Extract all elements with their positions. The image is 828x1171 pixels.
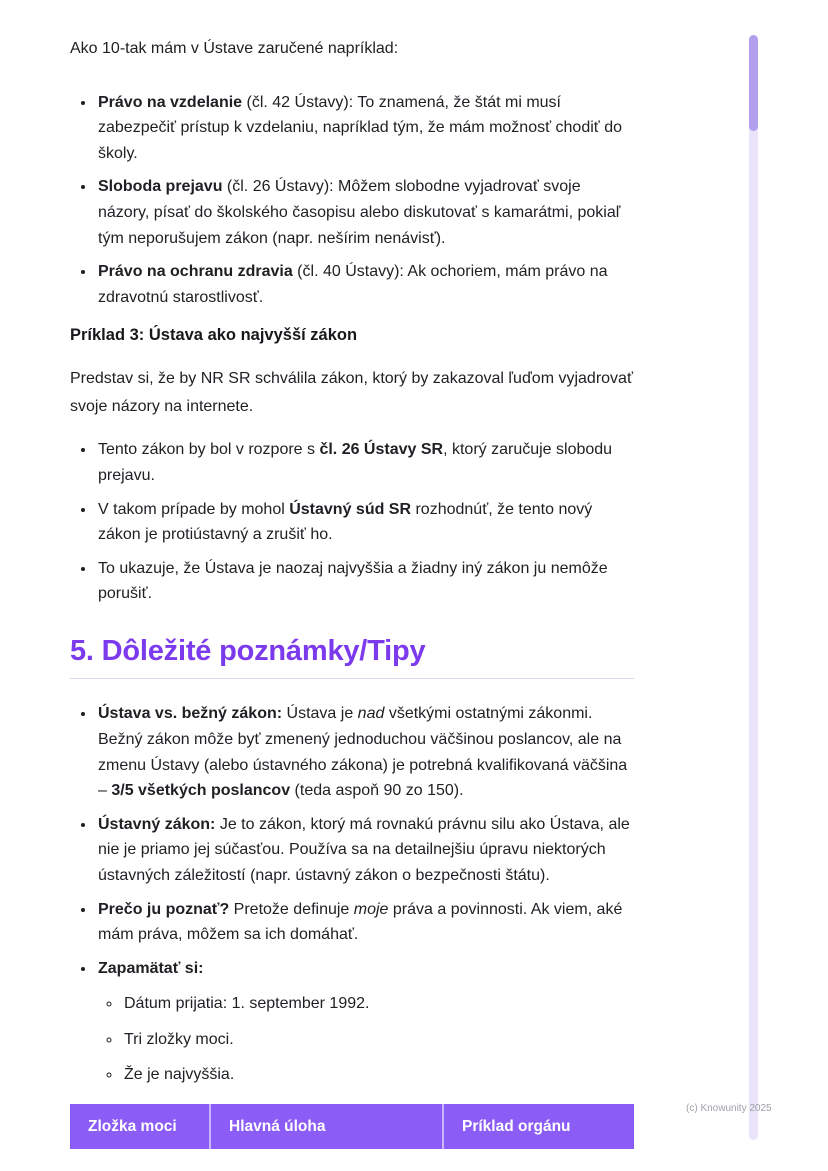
text-run: V takom prípade by mohol [98, 500, 290, 518]
document-content [70, 0, 634, 1149]
text-run: všetkými ostatnými zákonmi. Bežný zákon môže byť zmenený jednoduchou väčšinou poslancov, ale na zmenu Ústavy (alebo ústavného zákona) je potrebná kvalifikovaná väčšina – [98, 705, 628, 800]
list-item [96, 174, 634, 251]
text-run: To ukazuje, že Ústava je naozaj najvyššia a žiadny iný zákon ju nemôže porušiť. [98, 559, 608, 603]
table-header-row [70, 1104, 634, 1149]
notes-list [70, 701, 634, 1088]
rights-list [70, 90, 634, 311]
text-run: Zapamätať si: [98, 959, 204, 977]
text-run: Ústava je [282, 705, 358, 723]
text-run: Sloboda prejavu [98, 178, 223, 196]
text-run: Pretože definuje [229, 900, 354, 918]
example-list [70, 437, 634, 607]
scrollbar-track[interactable] [749, 35, 758, 1140]
list-item [96, 701, 634, 803]
text-run: Ústava vs. bežný zákon: [98, 705, 283, 723]
text-run: Ústavný súd SR [289, 500, 412, 518]
example-heading: Príklad 3: Ústava ako najvyšší zákon [70, 326, 358, 345]
intro-paragraph: Ako 10-tak mám v Ústave zaručené napríklad: [70, 40, 399, 57]
list-item [96, 497, 634, 548]
list-item [96, 897, 634, 948]
text-run: (čl. 42 Ústavy): To znamená, že štát mi musí zabezpečiť prístup k vzdelaniu, napríklad tým, že mám možnosť chodiť do školy. [98, 93, 623, 162]
text-run: Je to zákon, ktorý má rovnakú právnu silu ako Ústava, ale nie je priamo jej súčasťou. Používa sa na detailnejšiu úpravu niektorých ústavných záležitostí (napr. ústavný zákon o bezpečnosti štátu). [98, 815, 630, 884]
text-run: moje [353, 900, 389, 918]
table-header-hlavna-uloha: Hlavná úloha [210, 1104, 443, 1149]
table-header-priklad-organu: Príklad orgánu [443, 1104, 634, 1149]
list-item [96, 90, 634, 167]
sub-list-item: ◦ Dátum prijatia: 1. september 1992. [122, 991, 634, 1017]
text-run: Tento zákon by bol v rozpore s [98, 441, 320, 459]
list-item [96, 259, 634, 310]
text-run: (čl. 26 Ústavy): Môžem slobodne vyjadrovať svoje názory, písať do školského časopisu alebo diskutovať s kamarátmi, pokiaľ tým neporušujem zákon (napr. nešírim nenávisť). [98, 178, 621, 247]
table-header-zlozka-moci: Zložka moci [70, 1104, 210, 1149]
list-item [96, 437, 634, 488]
text-run: 3/5 všetkých poslancov [111, 782, 291, 800]
text-run: (teda aspoň 90 zo 150). [290, 782, 464, 800]
power-branches-table [70, 1104, 634, 1149]
text-run: Právo na ochranu zdravia [98, 263, 293, 281]
list-item [96, 812, 634, 889]
text-run: (čl. 40 Ústavy): Ak ochoriem, mám právo na zdravotnú starostlivosť. [98, 263, 608, 306]
sub-list [98, 991, 634, 1088]
list-item [96, 556, 634, 607]
watermark: (c) Knowunity 2025 [686, 1103, 772, 1114]
section-divider [70, 678, 634, 679]
text-run: Právo na vzdelanie [98, 93, 243, 111]
text-run: rozhodnúť, že tento nový zákon je protiústavný a zrušiť ho. [98, 500, 593, 544]
section-title: 5. Dôležité poznámky/Tipy [70, 635, 426, 667]
example-paragraph: Predstav si, že by NR SR schválila zákon, ktorý by zakazoval ľuďom vyjadrovať svoje názory na internete. [70, 370, 633, 416]
text-run: , ktorý zaručuje slobodu prejavu. [98, 441, 613, 485]
text-run: nad [357, 705, 385, 723]
text-run: práva a povinnosti. Ak viem, aké mám práva, môžem sa ich domáhať. [98, 900, 623, 944]
text-run: čl. 26 Ústavy SR [319, 441, 444, 459]
sub-list-item: ◦ Tri zložky moci. [122, 1027, 634, 1053]
scrollbar-thumb[interactable] [749, 35, 758, 131]
text-run: Prečo ju poznať? [98, 900, 230, 918]
list-item [96, 956, 634, 1088]
text-run: Ústavný zákon: [98, 815, 216, 833]
sub-list-item: ◦ Že je najvyššia. [122, 1062, 634, 1088]
